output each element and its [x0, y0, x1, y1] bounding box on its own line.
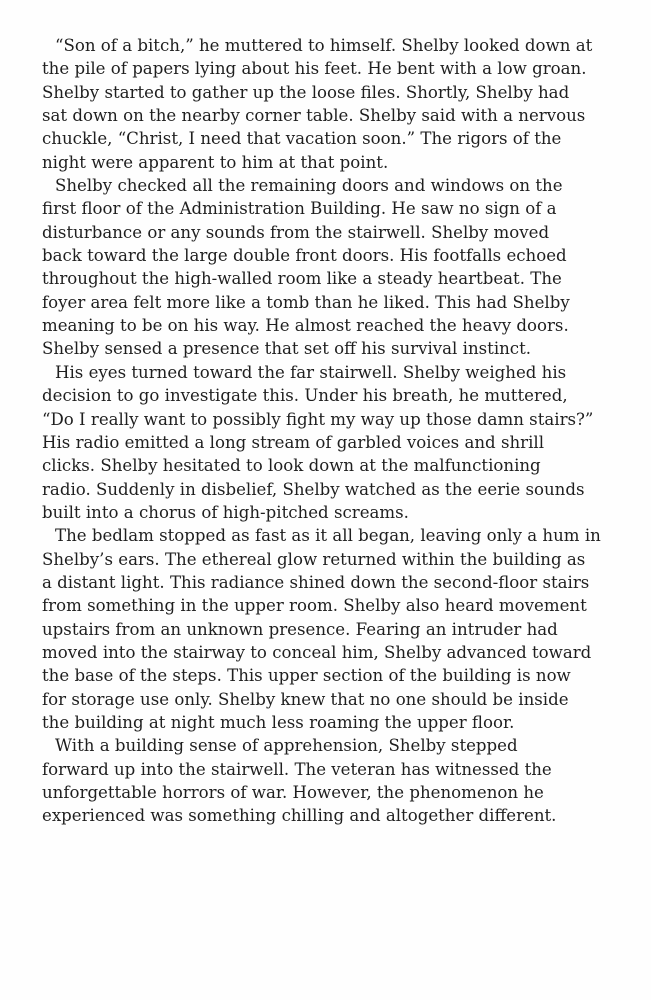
text-line: His eyes turned toward the far stairwell. Shelby weighed his [55, 362, 567, 382]
text-line: the building at night much less roaming the upper floor. [42, 712, 515, 732]
text-line: Shelby’s ears. The ethereal glow returned within the building as [42, 549, 586, 569]
paragraph-1 [42, 34, 622, 174]
body-text [42, 34, 622, 828]
paragraph-4 [42, 524, 622, 734]
text-line: The bedlam stopped as fast as it all began, leaving only a hum in [55, 526, 601, 546]
paragraph-2 [42, 174, 622, 361]
text-line: His radio emitted a long stream of garbled voices and shrill [42, 432, 545, 452]
text-line: clicks. Shelby hesitated to look down at the malfunctioning [42, 456, 541, 476]
text-line: for storage use only. Shelby knew that no one should be inside [42, 689, 569, 709]
text-line: foyer area felt more like a tomb than he liked. This had Shelby [42, 292, 570, 312]
text-line: moved into the stairway to conceal him, Shelby advanced toward [42, 642, 592, 662]
paragraph-3 [42, 361, 622, 524]
text-line: from something in the upper room. Shelby also heard movement [42, 596, 587, 616]
text-line: Shelby sensed a presence that set off his survival instinct. [42, 339, 532, 359]
text-line: disturbance or any sounds from the stairwell. Shelby moved [42, 222, 550, 242]
text-line: Shelby checked all the remaining doors and windows on the [55, 176, 563, 196]
text-line: With a building sense of apprehension, Shelby stepped [55, 736, 518, 756]
text-line: forward up into the stairwell. The veteran has witnessed the [42, 759, 552, 779]
text-line: decision to go investigate this. Under his breath, he muttered, [42, 386, 568, 406]
text-line: the base of the steps. This upper section of the building is now [42, 666, 571, 686]
text-line: a distant light. This radiance shined down the second-floor stairs [42, 572, 590, 592]
text-line: the pile of papers lying about his feet. He bent with a low groan. [42, 59, 587, 79]
paragraph-5 [42, 734, 622, 827]
text-line: built into a chorus of high-pitched screams. [42, 502, 409, 522]
text-line: meaning to be on his way. He almost reached the heavy doors. [42, 316, 569, 336]
text-line: experienced was something chilling and altogether different. [42, 806, 557, 826]
text-line: radio. Suddenly in disbelief, Shelby watched as the eerie sounds [42, 479, 585, 499]
text-line: unforgettable horrors of war. However, the phenomenon he [42, 783, 544, 802]
text-line: first floor of the Administration Building. He saw no sign of a [42, 199, 557, 219]
text-line: “Do I really want to possibly fight my way up those damn stairs?” [42, 409, 594, 429]
text-line: sat down on the nearby corner table. Shelby said with a nervous [42, 106, 586, 126]
text-line: chuckle, “Christ, I need that vacation soon.” The rigors of the [42, 129, 562, 149]
text-line: back toward the large double front doors. His footfalls echoed [42, 246, 567, 266]
text-line: throughout the high-walled room like a steady heartbeat. The [42, 269, 562, 289]
text-line: “Son of a bitch,” he muttered to himself. Shelby looked down at [55, 36, 593, 55]
text-line: upstairs from an unknown presence. Fearing an intruder had [42, 619, 558, 639]
text-line: night were apparent to him at that point. [42, 152, 389, 172]
text-line: Shelby started to gather up the loose files. Shortly, Shelby had [42, 82, 570, 102]
